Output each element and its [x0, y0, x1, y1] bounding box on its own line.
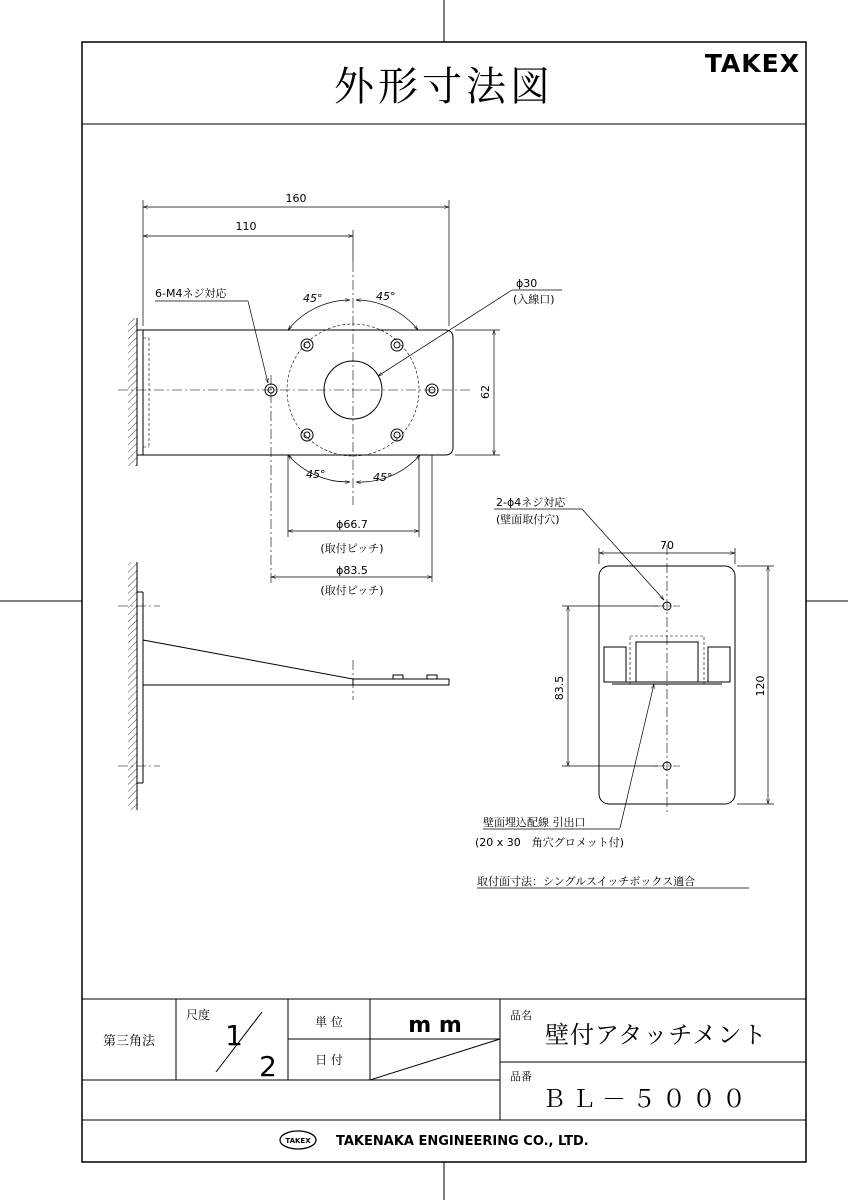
pitch2-note: (取付ピッチ)	[320, 584, 384, 597]
company-logo	[280, 1131, 316, 1149]
part-number: ＢＬ－５０００	[542, 1085, 752, 1113]
unit-value: m m	[408, 1013, 462, 1038]
dim-83-5: 83.5	[553, 675, 566, 701]
unit-label: 単 位	[315, 1015, 343, 1029]
page-title: 外形寸法図	[334, 64, 554, 110]
wiring-note2: (20 x 30 角穴グロメット付)	[475, 836, 625, 849]
wall-hole-note2: (壁面取付穴)	[496, 513, 560, 526]
scale-numerator: 1	[225, 1019, 243, 1052]
dim-160: 160	[285, 192, 307, 205]
wall-plate-view	[475, 495, 774, 888]
sheet-border	[82, 42, 806, 1162]
pitch1-value: ϕ66.7	[336, 518, 368, 531]
scale-label: 尺度	[186, 1008, 211, 1022]
angle-label: 45°	[306, 468, 326, 481]
thread-note: 6-M4ネジ対応	[155, 287, 227, 300]
projection-method: 第三角法	[102, 1034, 156, 1049]
dim-110: 110	[235, 220, 257, 233]
wall-hole-note: 2-ϕ4ネジ対応	[496, 496, 566, 509]
angle-label: 45°	[373, 471, 393, 484]
dim-70: 70	[660, 539, 674, 552]
dim-120: 120	[754, 675, 767, 697]
mount-note: 取付面寸法：シングルスイッチボックス適合	[477, 875, 696, 888]
svg-text:TAKEX: TAKEX	[285, 1137, 311, 1145]
name-label: 品名	[510, 1009, 532, 1022]
company-name: TAKENAKA ENGINEERING CO., LTD.	[336, 1134, 589, 1149]
pitch2-value: ϕ83.5	[336, 564, 368, 577]
front-view	[118, 192, 562, 597]
product-name: 壁付アタッチメント	[545, 1021, 768, 1049]
hole-note: (入線口)	[513, 293, 555, 306]
angle-label: 45°	[303, 292, 323, 305]
scale-denominator: 2	[259, 1050, 277, 1083]
hole-phi: ϕ30	[516, 277, 538, 290]
date-label: 日 付	[315, 1053, 343, 1067]
side-view	[118, 562, 449, 810]
angle-label: 45°	[376, 290, 396, 303]
part-label: 品番	[510, 1070, 532, 1083]
title-block	[82, 999, 806, 1149]
brand-logo: TAKEX	[704, 49, 800, 78]
pitch1-note: (取付ピッチ)	[320, 542, 384, 555]
wiring-note: 壁面埋込配線 引出口	[483, 816, 586, 829]
dim-62: 62	[479, 385, 492, 399]
